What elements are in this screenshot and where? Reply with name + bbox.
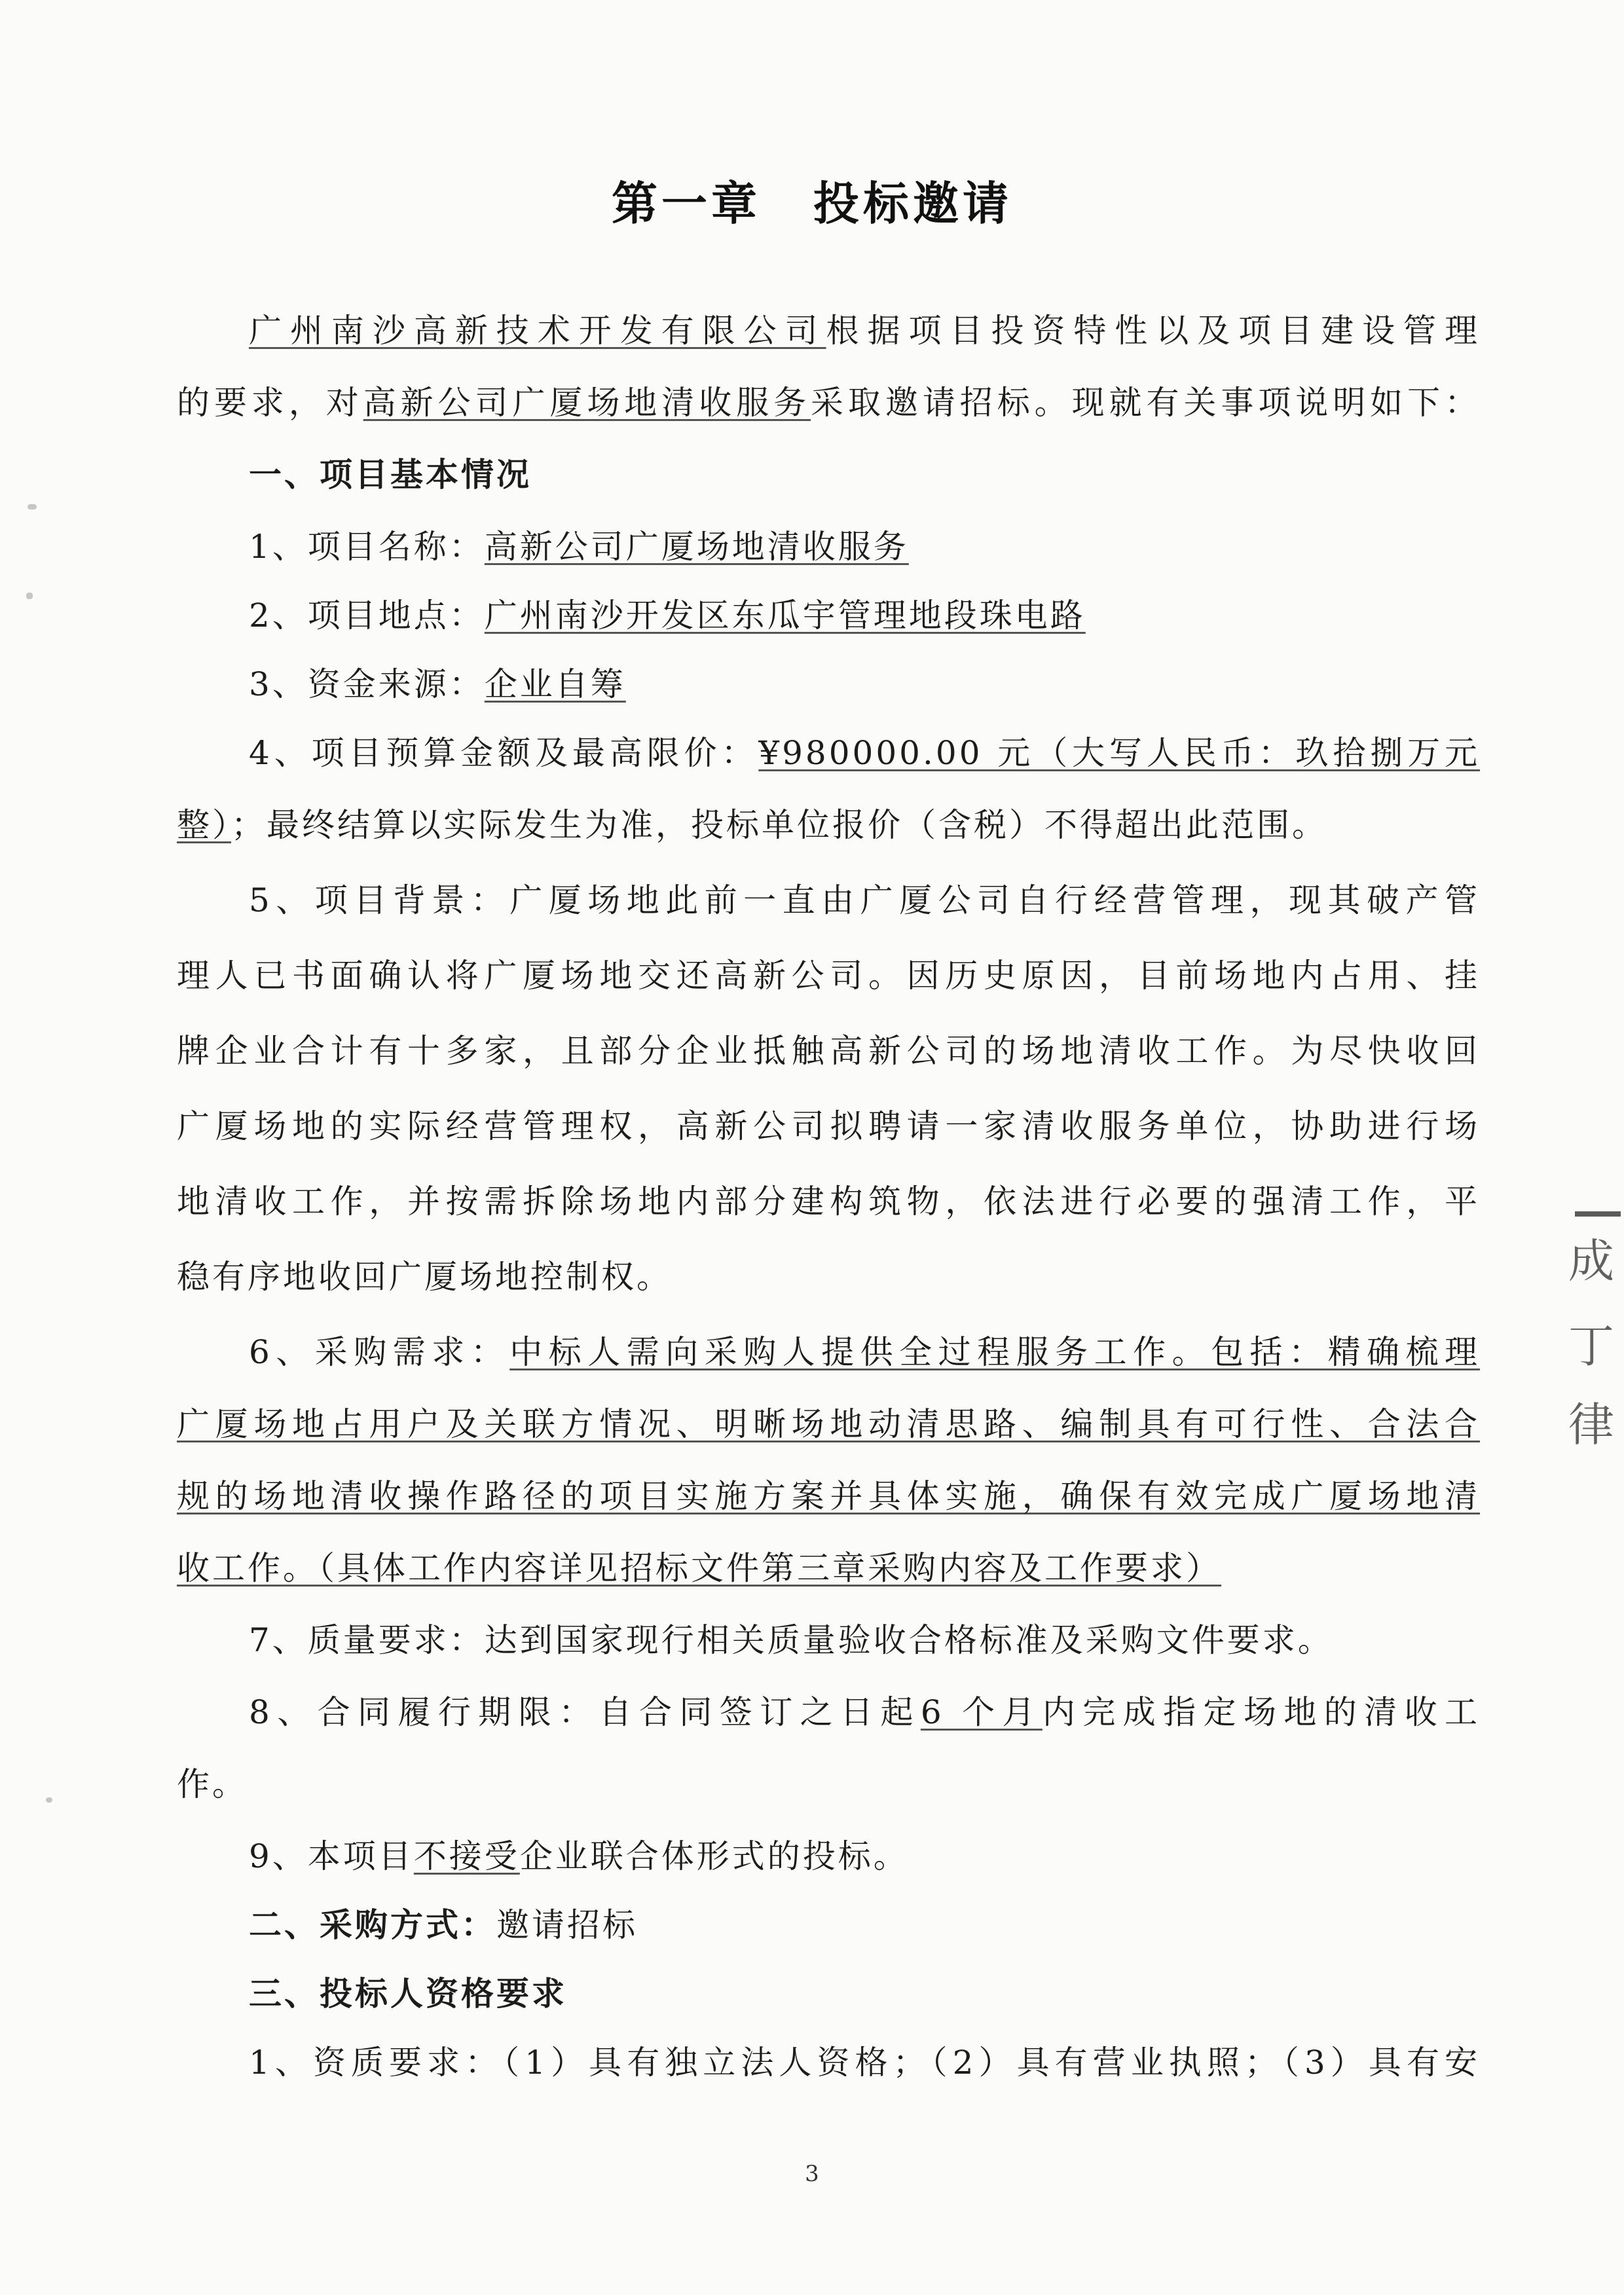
item-project-name: 1、项目名称：高新公司广厦场地清收服务: [249, 528, 909, 566]
background-line-4: 广厦场地的实际经营管理权，高新公司拟聘请一家清收服务单位，协助进行场: [177, 1107, 1480, 1145]
item-budget-line-2: 整）；最终结算以实际发生为准，投标单位报价（含税）不得超出此范围。: [177, 806, 1327, 844]
requirement-line-2: 广厦场地占用户及关联方情况、明晰场地动清思路、编制具有可行性、合法合: [177, 1405, 1480, 1443]
background-line-5: 地清收工作，并按需拆除场地内部分建构筑物，依法进行必要的强清工作，平: [177, 1183, 1480, 1221]
background-line-2: 理人已书面确认将广厦场地交还高新公司。因历史原因，目前场地内占用、挂: [177, 957, 1480, 995]
item-contract-period-line-1: 8、合同履行期限：自合同签订之日起6 个月内完成指定场地的清收工: [249, 1693, 1480, 1731]
scan-speck: [46, 1797, 52, 1803]
item-fund-source: 3、资金来源：企业自筹: [249, 665, 626, 703]
item-project-location: 2、项目地点：广州南沙开发区东瓜宇管理地段珠电路: [249, 597, 1086, 634]
page-title: [0, 167, 1624, 233]
chapter-number: 第一章: [612, 177, 761, 230]
intro-line-1: 广州南沙高新技术开发有限公司根据项目投资特性以及项目建设管理: [249, 312, 1481, 350]
background-line-3: 牌企业合计有十多家，且部分企业抵触高新公司的场地清收工作。为尽快收回: [177, 1032, 1480, 1070]
section-heading-3: 三、投标人资格要求: [249, 1975, 567, 2013]
contract-period: 6 个月: [920, 1693, 1043, 1731]
chapter-name: 投标邀请: [813, 177, 1012, 230]
budget-amount: ¥980000.00 元（大写人民币：玖拾捌万元: [758, 734, 1481, 772]
background-line-1: 5、项目背景：广厦场地此前一直由广厦公司自行经营管理，现其破产管: [249, 881, 1480, 919]
intro-line-2: 的要求，对高新公司广厦场地清收服务采取邀请招标。现就有关事项说明如下：: [177, 384, 1481, 422]
scan-speck: [28, 504, 37, 509]
seal-stamp-fragment: 成 丁 律: [1568, 1192, 1624, 1473]
background-line-6: 稳有序地收回广厦场地控制权。: [177, 1258, 672, 1296]
section-heading-2: 二、采购方式：邀请招标: [249, 1906, 638, 1944]
item-quality: 7、质量要求：达到国家现行相关质量验收合格标准及采购文件要求。: [249, 1621, 1333, 1659]
requirement-line-1: 6、采购需求：中标人需向采购人提供全过程服务工作。包括：精确梳理: [249, 1333, 1481, 1371]
requirement-line-3: 规的场地清收操作路径的项目实施方案并具体实施，确保有效完成广厦场地清: [177, 1477, 1480, 1515]
page-number: 3: [805, 2161, 819, 2187]
section-heading-1: 一、项目基本情况: [249, 456, 532, 494]
project-name: 高新公司广厦场地清收服务: [363, 384, 811, 422]
scan-speck: [26, 593, 33, 599]
requirement-line-4: 收工作。（具体工作内容详见招标文件第三章采购内容及工作要求）: [177, 1549, 1221, 1587]
company-name: 广州南沙高新技术开发有限公司: [249, 312, 826, 350]
item-contract-period-line-2: 作。: [177, 1765, 248, 1803]
qualification-line-1: 1、资质要求：（1）具有独立法人资格；（2）具有营业执照；（3）具有安: [249, 2044, 1480, 2082]
item-consortium: 9、本项目不接受企业联合体形式的投标。: [249, 1837, 909, 1875]
item-budget-line-1: 4、项目预算金额及最高限价：¥980000.00 元（大写人民币：玖拾捌万元: [249, 734, 1481, 772]
